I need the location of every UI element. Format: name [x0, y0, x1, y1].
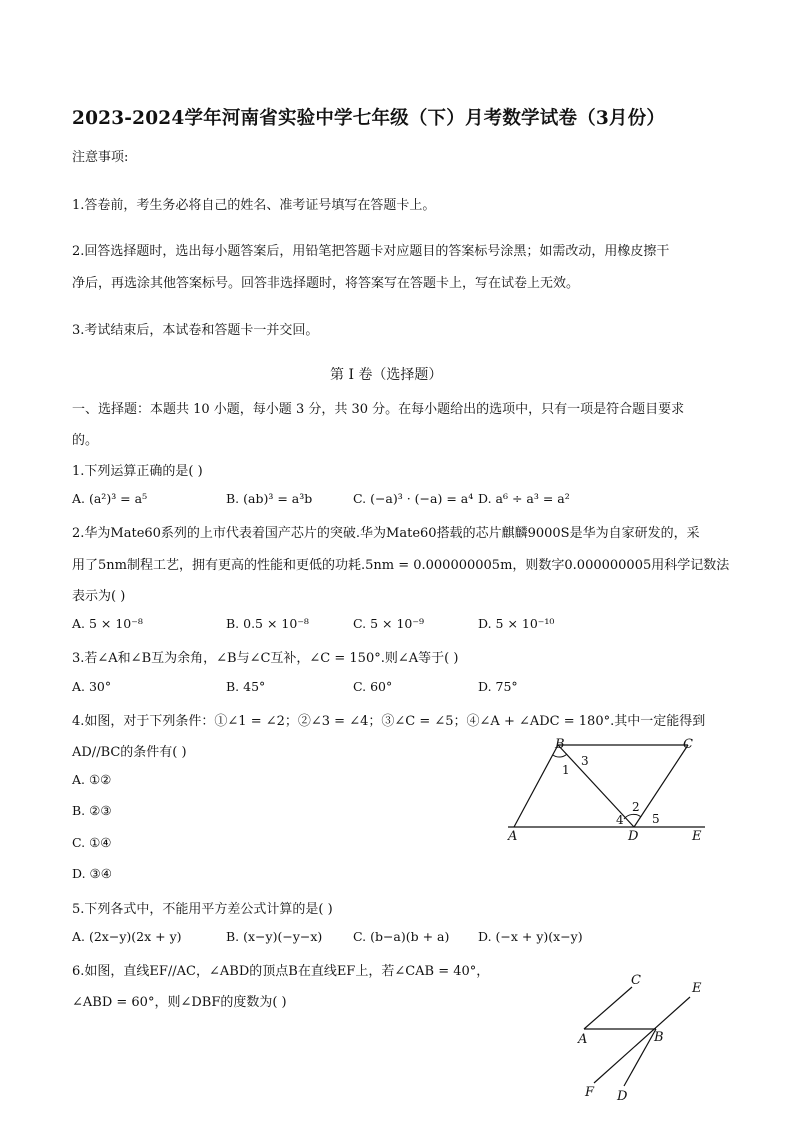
question-2-option-a: A. 5 × 10⁻⁸ — [72, 616, 143, 631]
question-1-option-d: D. a⁶ ÷ a³ = a² — [478, 491, 570, 506]
question-3-option-d: D. 75° — [478, 679, 518, 694]
question-3-stem: 3.若∠A和∠B互为余角，∠B与∠C互补，∠C = 150°.则∠A等于( ) — [72, 651, 459, 666]
notes-heading: 注意事项: — [72, 150, 129, 165]
question-6-line-2: ∠ABD = 60°，则∠DBF的度数为( ) — [72, 995, 287, 1010]
q4-angle-5: 5 — [652, 812, 660, 826]
q4-label-d: D — [628, 829, 639, 844]
question-4-option-d: D. ③④ — [72, 866, 112, 881]
question-2-option-c: C. 5 × 10⁻⁹ — [353, 616, 424, 631]
question-2-option-d: D. 5 × 10⁻¹⁰ — [478, 616, 555, 631]
q6-label-b: B — [654, 1030, 664, 1045]
question-4-option-a: A. ①② — [72, 772, 112, 787]
question-5-option-b: B. (x−y)(−y−x) — [226, 929, 323, 944]
question-6-line-1: 6.如图，直线EF//AC，∠ABD的顶点B在直线EF上，若∠CAB = 40°， — [72, 964, 490, 979]
question-4-line-1: 4.如图，对于下列条件：①∠1 = ∠2；②∠3 = ∠4；③∠C = ∠5；④∠A + ∠ADC = 180°.其中一定能得到 — [72, 714, 706, 729]
part1-instructions-line-1: 一、选择题：本题共 10 小题，每小题 3 分，共 30 分。在每小题给出的选项中，只有一项是符合题目要求 — [72, 402, 685, 417]
question-5-option-a: A. (2x−y)(2x + y) — [72, 929, 182, 944]
question-2-line-3: 表示为( ) — [72, 589, 126, 604]
question-1-option-c: C. (−a)³ · (−a) = a⁴ — [353, 491, 474, 506]
q6-label-e: E — [692, 981, 702, 996]
q4-label-c: C — [683, 737, 693, 752]
question-2-option-b: B. 0.5 × 10⁻⁸ — [226, 616, 309, 631]
note-3: 3.考试结束后，本试卷和答题卡一并交回。 — [72, 323, 319, 338]
q4-label-e: E — [692, 829, 702, 844]
q6-label-a: A — [578, 1032, 588, 1047]
question-1-option-b: B. (ab)³ = a³b — [226, 491, 313, 506]
q6-label-c: C — [631, 973, 641, 988]
question-5-option-c: C. (b−a)(b + a) — [353, 929, 450, 944]
note-2-line-2: 净后，再选涂其他答案标号。回答非选择题时，将答案写在答题卡上，写在试卷上无效。 — [72, 276, 580, 291]
q4-angle-2: 2 — [632, 800, 640, 814]
q4-angle-3: 3 — [581, 754, 589, 768]
question-5-stem: 5.下列各式中，不能用平方差公式计算的是( ) — [72, 902, 333, 917]
note-2-line-1: 2.回答选择题时，选出每小题答案后，用铅笔把答题卡对应题目的答案标号涂黑；如需改动，用橡皮擦干 — [72, 244, 670, 259]
q4-angle-1: 1 — [562, 763, 570, 777]
question-4-line-2: AD//BC的条件有( ) — [72, 745, 187, 760]
exam-title: 2023-2024学年河南省实验中学七年级（下）月考数学试卷（3月份） — [72, 108, 666, 129]
part1-instructions-line-2: 的。 — [72, 433, 99, 448]
q4-label-b: B — [555, 737, 565, 752]
note-1: 1.答卷前，考生务必将自己的姓名、准考证号填写在答题卡上。 — [72, 198, 436, 213]
q4-label-a: A — [508, 829, 518, 844]
question-4-option-b: B. ②③ — [72, 803, 112, 818]
question-4-option-c: C. ①④ — [72, 835, 112, 850]
q6-label-d: D — [617, 1089, 628, 1104]
question-1-option-a: A. (a²)³ = a⁵ — [72, 491, 148, 506]
section-heading: 第 I 卷（选择题） — [330, 367, 443, 383]
question-3-option-b: B. 45° — [226, 679, 266, 694]
question-3-option-c: C. 60° — [353, 679, 393, 694]
question-1-stem: 1.下列运算正确的是( ) — [72, 464, 203, 479]
question-3-option-a: A. 30° — [72, 679, 112, 694]
q4-angle-4: 4 — [616, 813, 624, 827]
question-5-option-d: D. (−x + y)(x−y) — [478, 929, 583, 944]
question-4-figure — [500, 732, 720, 844]
question-2-line-2: 用了5nm制程工艺，拥有更高的性能和更低的功耗.5nm = 0.000000005m，则数字0.000000005用科学记数法 — [72, 558, 730, 573]
question-2-line-1: 2.华为Mate60系列的上市代表着国产芯片的突破.华为Mate60搭载的芯片麒麟9000S是华为自家研发的，采 — [72, 526, 700, 541]
q6-label-f: F — [585, 1085, 595, 1100]
question-6-figure — [570, 970, 720, 1110]
